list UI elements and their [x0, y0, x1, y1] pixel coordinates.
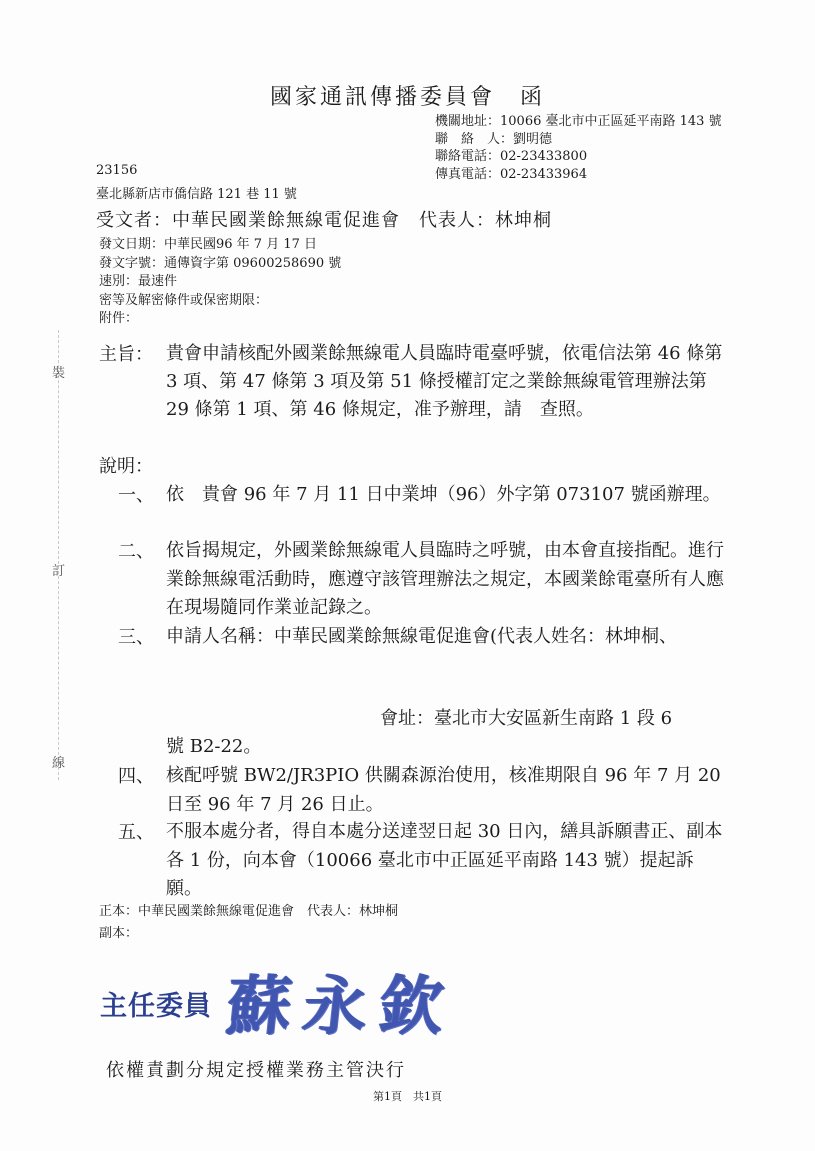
original-recipient: 正本：中華民國業餘無線電促進會 代表人：林坤桐 — [99, 904, 399, 919]
attachments: 附件： — [99, 311, 139, 326]
signature-seal — [223, 955, 461, 1047]
explanation-label: 說明： — [99, 456, 153, 477]
item-3-address-cont: 號 B2-22。 — [166, 736, 262, 757]
contact-phone: 聯絡電話：02-23433800 — [435, 149, 588, 164]
fax-number: 傳真電話：02-23433964 — [435, 166, 588, 182]
binding-line — [58, 330, 60, 780]
item-5-number: 五、 — [118, 822, 154, 843]
confidentiality: 密等及解密條件或保密期限： — [99, 292, 269, 308]
item-1-text: 依 貴會 96 年 7 月 11 日中業坤（96）外字第 073107 號函辦理。 — [166, 484, 721, 505]
item-3-address: 會址：臺北市大安區新生南路 1 段 6 — [380, 708, 673, 729]
copy-recipient: 副本： — [99, 926, 139, 941]
subject-text: 貴會申請核配外國業餘無線電人員臨時電臺呼號，依電信法第 46 條第 3 項、第 47 條第 3 項及第 51 條授權訂定之業餘無線電管理辦法第 29 條第 1 項、第 46 條規定，准予辦理，請 查照。 — [166, 343, 723, 420]
recipient: 受文者：中華民國業餘無線電促進會 代表人：林坤桐 — [96, 210, 552, 231]
binding-mark-ding: 訂 — [52, 564, 66, 579]
binding-mark-zhuang: 裝 — [52, 366, 66, 381]
item-4-number: 四、 — [118, 766, 154, 787]
recipient-address: 臺北縣新店市僑信路 121 巷 11 號 — [96, 187, 297, 202]
urgency: 速別：最速件 — [99, 274, 178, 289]
authority-note: 依權責劃分規定授權業務主管決行 — [106, 1060, 406, 1081]
agency-info — [435, 113, 722, 183]
agency-address: 機關地址：10066 臺北市中正區延平南路 143 號 — [435, 114, 722, 129]
item-2-number: 二、 — [118, 541, 154, 562]
document-title: 國家通訊傳播委員會 函 — [269, 85, 545, 110]
item-3-text: 申請人名稱：中華民國業餘無線電促進會(代表人姓名：林坤桐、 — [166, 626, 678, 647]
issue-date: 發文日期：中華民國96 年 7 月 17 日 — [99, 237, 318, 252]
item-4-text: 核配呼號 BW2/JR3PIO 供關森源治使用，核准期限自 96 年 7 月 20 日至 96 年 7 月 26 日止。 — [166, 765, 721, 815]
signatory-title: 主任委員 — [100, 991, 212, 1022]
item-2-text: 依旨揭規定，外國業餘無線電人員臨時之呼號，由本會直接指配。進行業餘無線電活動時，應遵守該管理辦法之規定，本國業餘電臺所有人應在現場隨同作業並記錄之。 — [166, 540, 724, 618]
item-3-number: 三、 — [118, 627, 154, 648]
item-5-text: 不服本處分者，得自本處分送達翌日起 30 日內，繕具訴願書正、副本各 1 份，向本會（10066 臺北市中正區延平南路 143 號）提起訴願。 — [166, 821, 723, 899]
postal-code: 23156 — [96, 163, 138, 178]
subject-label: 主旨： — [99, 344, 153, 365]
binding-mark-xian: 線 — [52, 756, 66, 771]
document-meta — [99, 236, 341, 329]
signatory-name: 蘇永欽 — [223, 969, 460, 1044]
contact-person: 聯 絡 人：劉明德 — [435, 131, 553, 147]
page-number: 第1頁 共1頁 — [373, 1090, 442, 1103]
document-number: 發文字號：通傳資字第 09600258690 號 — [99, 255, 342, 271]
item-1-number: 一、 — [118, 485, 154, 506]
